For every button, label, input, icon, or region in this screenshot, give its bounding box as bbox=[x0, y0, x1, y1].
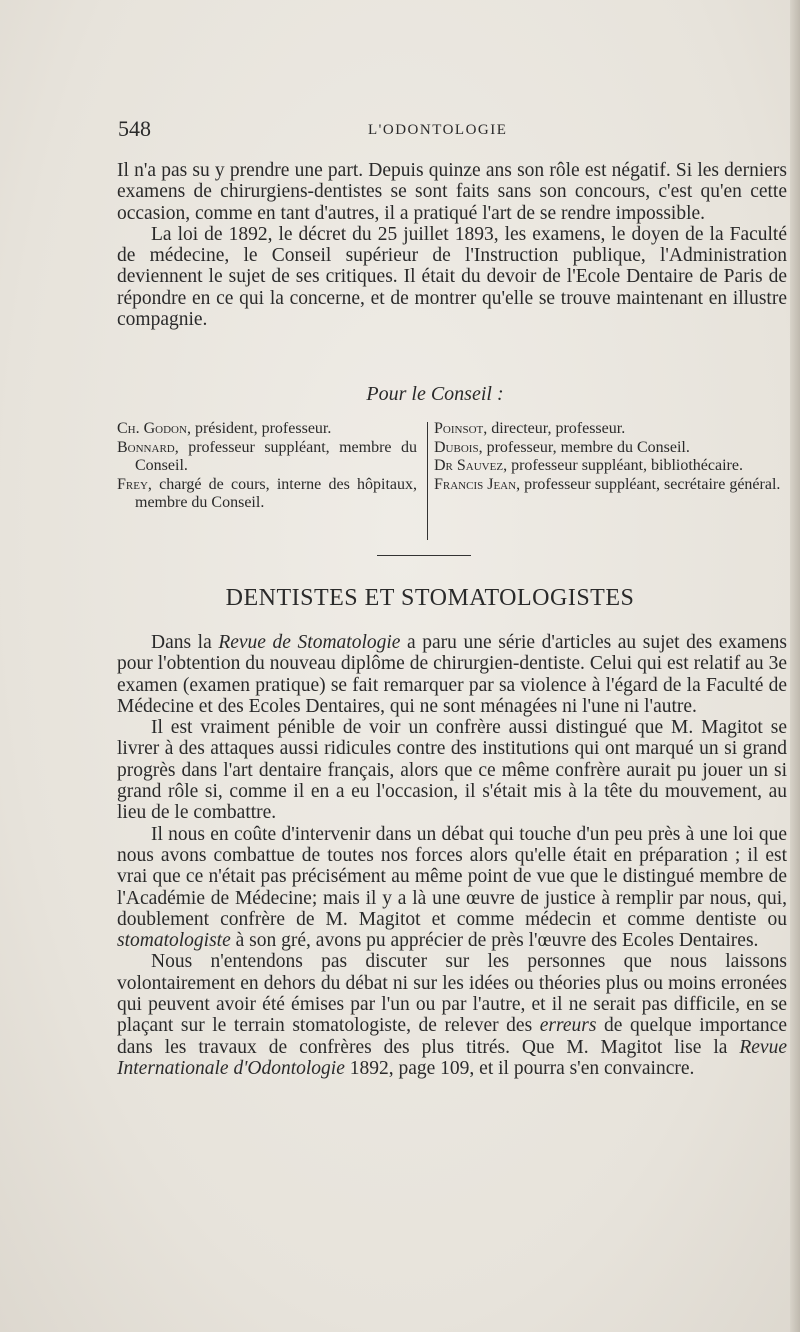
signatory-name: Poinsot bbox=[434, 420, 484, 437]
signatory-role: , directeur, professeur. bbox=[483, 420, 626, 437]
signoff: Pour le Conseil : bbox=[366, 383, 504, 405]
signatory-role: , président, professeur. bbox=[186, 420, 332, 437]
column-divider bbox=[427, 422, 428, 540]
signatory-role: , professeur, membre du Conseil. bbox=[478, 438, 690, 456]
text-run: 1892, page 109, et il pourra s'en convaincre. bbox=[344, 1057, 695, 1079]
signatories-right-column bbox=[434, 420, 787, 494]
page-header bbox=[118, 116, 786, 146]
signatory-role: , professeur suppléant, membre du Conseil. bbox=[135, 438, 417, 474]
section-title: DENTISTES ET STOMATOLOGISTES bbox=[225, 585, 635, 611]
signatory-name: Ch. Godon bbox=[117, 420, 187, 437]
council-signatories bbox=[117, 420, 787, 540]
signatory-entry bbox=[434, 439, 787, 458]
signatory-entry bbox=[434, 457, 787, 476]
signatory-role: , chargé de cours, interne des hôpitaux, membre du Conseil. bbox=[135, 475, 417, 511]
text-run: à son gré, avons pu apprécier de près l'œuvre des Ecoles Dentaires. bbox=[230, 930, 759, 952]
signatory-role: , professeur suppléant, bibliothécaire. bbox=[503, 457, 743, 474]
signatories-left-column bbox=[117, 420, 417, 513]
emphasis: erreurs bbox=[539, 1015, 597, 1037]
text-run: de quelque importance dans les travaux de confrères des plus titrés. Que M. Magitot lise la bbox=[117, 1015, 787, 1058]
page-number: 548 bbox=[118, 116, 151, 141]
intro-paragraph-1: Il n'a pas su y prendre une part. Depuis quinze ans son rôle est négatif. Si les derniers examens de chirurgiens-dentistes se sont faits sans son concours, c'est qu'en cette occasion, comme en tant d'autres, il a pratiqué l'art de se rendre impossible. bbox=[117, 160, 787, 224]
signatory-entry bbox=[117, 476, 417, 513]
intro-text bbox=[117, 160, 787, 330]
body-paragraph-2: Il est vraiment pénible de voir un confrère aussi distingué que M. Magitot se livrer à des attaques aussi ridicules contre des institutions qui ont marqué un si grand progrès dans l'art dentaire français, alors que ce même confrère aurait pu jouer un si grand rôle si, comme il en a eu l'occasion, il s'était mis à la tête du mouvement, au lieu de le combattre. bbox=[117, 717, 787, 824]
text-run: a paru une série d'articles au sujet des examens pour l'obtention du nouveau diplôme de chirurgien-dentiste. Celui qui est relatif au 3e examen (examen pratique) se fait remarquer par sa violence à l'égard de la Faculté de Médecine et des Ecoles Dentaires, qui ne sont ménagées ni l'une ni l'autre. bbox=[117, 632, 787, 717]
journal-title: Revue Internationale d'Odontologie bbox=[117, 1036, 787, 1079]
signatory-name: Francis Jean bbox=[434, 475, 517, 493]
signatory-entry bbox=[434, 476, 787, 495]
intro-paragraph-2: La loi de 1892, le décret du 25 juillet 1893, les examens, le doyen de la Faculté de médecine, le Conseil supérieur de l'Instruction publique, l'Administration deviennent le sujet de ses critiques. Il était du devoir de l'Ecole Dentaire de Paris de répondre en ce qui la concerne, et de montrer qu'elle se trouve maintenant en illustre compagnie. bbox=[117, 223, 787, 331]
journal-title: Revue de Stomatologie bbox=[218, 632, 401, 653]
text-run: Dans la bbox=[151, 632, 219, 653]
article-body bbox=[117, 632, 787, 1079]
body-paragraph-4 bbox=[117, 951, 787, 1079]
running-title: L'ODONTOLOGIE bbox=[368, 122, 508, 138]
page-edge bbox=[790, 0, 800, 1332]
signatory-entry bbox=[117, 420, 417, 439]
signatory-name: Frey bbox=[117, 475, 148, 493]
signatory-entry bbox=[117, 439, 417, 476]
body-paragraph-3 bbox=[117, 824, 787, 952]
emphasis: stomatologiste bbox=[117, 930, 231, 952]
signatory-role: , professeur suppléant, secrétaire général. bbox=[516, 475, 781, 493]
signatory-name: Bonnard bbox=[117, 438, 175, 456]
section-rule bbox=[377, 555, 471, 556]
signatory-entry bbox=[434, 420, 787, 439]
signatory-name: Dubois bbox=[434, 438, 479, 456]
text-run: Il nous en coûte d'intervenir dans un débat qui touche d'un peu près à une loi que nous avons combattue de toutes nos forces alors qu'elle était en préparation ; il est vrai que ce n'était pas précisément au même point de vue que le distingué membre de l'Académie de Médecine; mais il y a là une œuvre de justice à remplir par nous, qui, doublement confrère de M. Magitot et comme médecin et comme dentiste ou bbox=[117, 823, 787, 930]
text-run: Nous n'entendons pas discuter sur les personnes que nous laissons volontairement en dehors du débat ni sur les idées ou théories plus ou moins erronées qui peuvent avoir été émises par l'un ou par l'autre, et il ne serait pas difficile, en se plaçant sur le terrain stomatologiste, de relever des bbox=[117, 951, 787, 1037]
signatory-name: Dr Sauvez bbox=[434, 457, 504, 474]
body-paragraph-1 bbox=[117, 632, 787, 717]
